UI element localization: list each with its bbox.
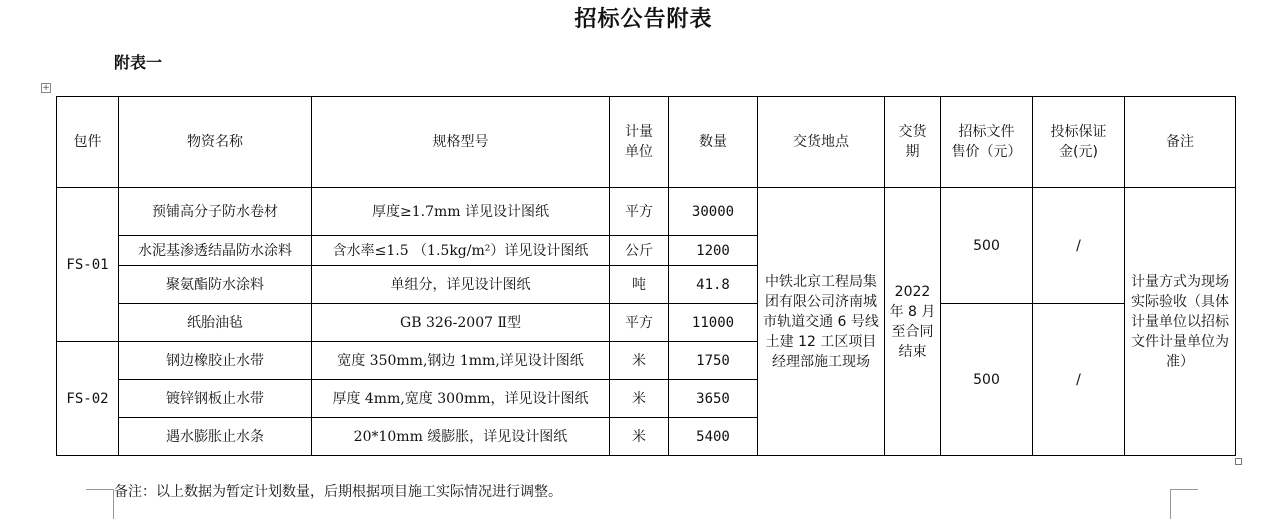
material-qty: 5400 [669, 418, 758, 456]
header-package: 包件 [57, 97, 119, 188]
material-spec: 含水率≤1.5 （1.5kg/m²）详见设计图纸 [312, 236, 610, 266]
header-qty: 数量 [669, 97, 758, 188]
header-deposit-line1: 投标保证 [1050, 124, 1107, 140]
material-spec: GB 326-2007 Ⅱ型 [312, 304, 610, 342]
header-price-line1: 招标文件 [958, 124, 1015, 140]
bid-attachment-table [56, 96, 1236, 456]
header-unit [610, 97, 669, 188]
footnote: 备注：以上数据为暂定计划数量，后期根据项目施工实际情况进行调整。 [114, 484, 562, 500]
deposit-cell: / [1033, 188, 1125, 304]
material-spec: 厚度 4mm,宽度 300mm，详见设计图纸 [312, 380, 610, 418]
material-unit: 吨 [610, 266, 669, 304]
material-name: 水泥基渗透结晶防水涂料 [119, 236, 312, 266]
header-unit-line1: 计量 [625, 124, 653, 140]
delivery-period-cell: 2022 年 8 月至合同结束 [885, 188, 941, 456]
package-cell: FS-01 [57, 188, 119, 342]
material-qty: 1200 [669, 236, 758, 266]
material-unit: 公斤 [610, 236, 669, 266]
remark-cell: 计量方式为现场实际验收（具体计量单位以招标文件计量单位为准） [1125, 188, 1236, 456]
material-qty: 11000 [669, 304, 758, 342]
table-row [57, 188, 1236, 236]
material-name: 遇水膨胀止水条 [119, 418, 312, 456]
header-remark: 备注 [1125, 97, 1236, 188]
table-move-icon[interactable]: + [42, 83, 50, 93]
header-deposit [1033, 97, 1125, 188]
material-unit: 米 [610, 342, 669, 380]
header-location: 交货地点 [758, 97, 885, 188]
material-spec: 宽度 350mm,钢边 1mm,详见设计图纸 [312, 342, 610, 380]
margin-corner-mark [86, 489, 114, 519]
material-unit: 平方 [610, 304, 669, 342]
header-period-line1: 交货 [898, 124, 927, 140]
header-period [885, 97, 941, 188]
material-spec: 厚度≥1.7mm 详见设计图纸 [312, 188, 610, 236]
header-price [941, 97, 1033, 188]
header-period-line2: 期 [905, 144, 920, 160]
material-qty: 1750 [669, 342, 758, 380]
page-title: 招标公告附表 [574, 7, 713, 32]
material-qty: 30000 [669, 188, 758, 236]
price-cell: 500 [941, 188, 1033, 304]
material-name: 镀锌钢板止水带 [119, 380, 312, 418]
header-unit-line2: 单位 [625, 144, 653, 160]
material-name: 预铺高分子防水卷材 [119, 188, 312, 236]
material-qty: 41.8 [669, 266, 758, 304]
price-cell: 500 [941, 304, 1033, 456]
delivery-location-cell: 中铁北京工程局集团有限公司济南城市轨道交通 6 号线土建 12 工区项目经理部施工现场 [758, 188, 885, 456]
header-spec: 规格型号 [312, 97, 610, 188]
table-header-row [57, 97, 1236, 188]
table-subtitle: 附表一 [114, 53, 163, 72]
header-name: 物资名称 [119, 97, 312, 188]
margin-corner-mark [1170, 489, 1198, 519]
package-cell: FS-02 [57, 342, 119, 456]
table-row [57, 304, 1236, 342]
material-qty: 3650 [669, 380, 758, 418]
material-unit: 平方 [610, 188, 669, 236]
material-name: 钢边橡胶止水带 [119, 342, 312, 380]
material-spec: 单组分，详见设计图纸 [312, 266, 610, 304]
material-unit: 米 [610, 380, 669, 418]
material-spec: 20*10mm 缓膨胀，详见设计图纸 [312, 418, 610, 456]
header-deposit-line2: 金(元) [1059, 144, 1098, 160]
material-unit: 米 [610, 418, 669, 456]
deposit-cell: / [1033, 304, 1125, 456]
material-name: 纸胎油毡 [119, 304, 312, 342]
header-price-line2: 售价（元） [951, 144, 1022, 160]
table-resize-icon[interactable] [1235, 458, 1242, 465]
material-name: 聚氨酯防水涂料 [119, 266, 312, 304]
